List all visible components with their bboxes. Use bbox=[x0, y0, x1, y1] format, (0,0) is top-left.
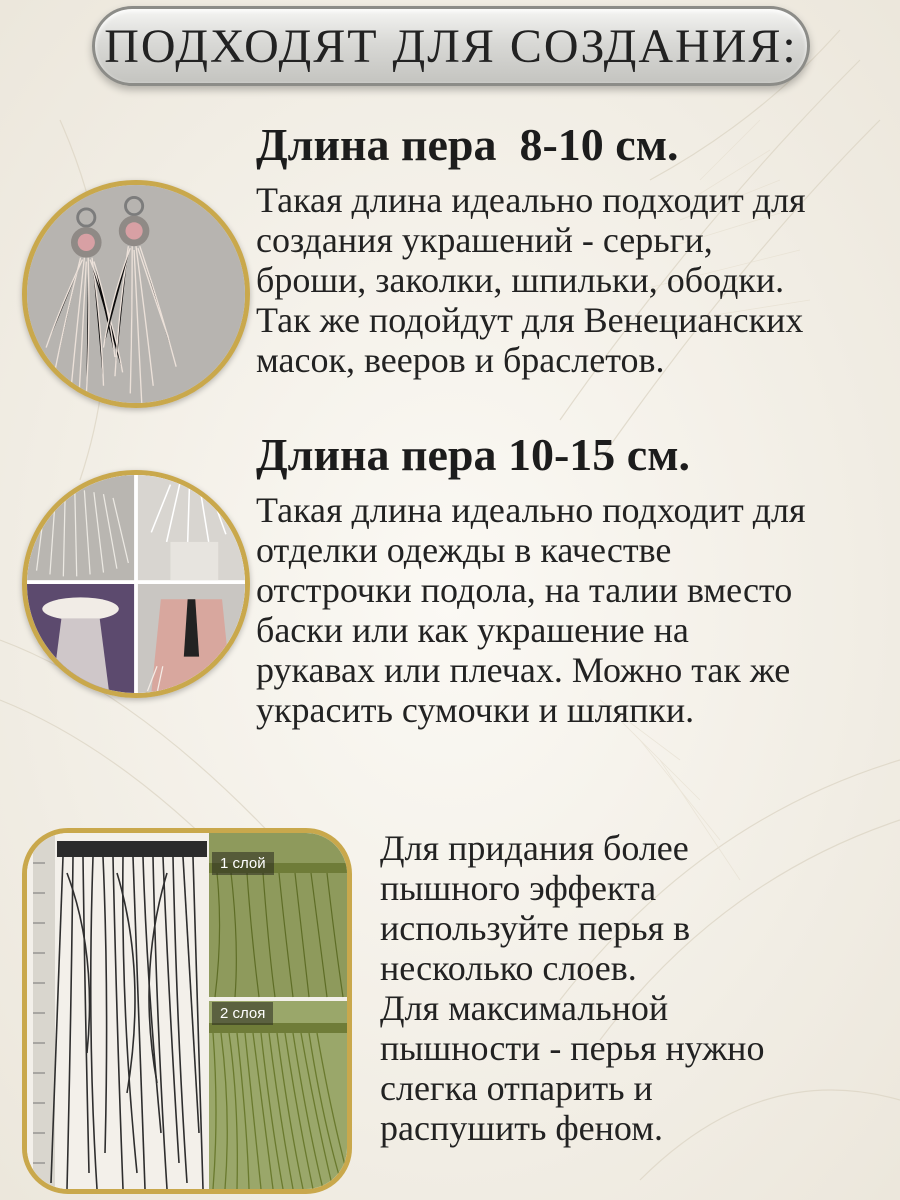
two-layers-label: 2 слоя bbox=[212, 1002, 273, 1025]
page-title: ПОДХОДЯТ ДЛЯ СОЗДАНИЯ: bbox=[104, 19, 798, 73]
bottom-text-line: несколько слоев. bbox=[380, 948, 637, 988]
section-2-text bbox=[256, 490, 806, 730]
section-1-heading: Длина пера 8-10 см. bbox=[256, 119, 679, 170]
one-layer-label: 1 слой bbox=[212, 852, 274, 875]
section-2-line: Такая длина идеально подходит для bbox=[256, 490, 806, 530]
feather-layers-photo bbox=[22, 828, 352, 1194]
section-1-line: масок, вееров и браслетов. bbox=[256, 340, 665, 380]
section-1-line: Такая длина идеально подходит для bbox=[256, 180, 806, 220]
section-2-line: отделки одежды в качестве bbox=[256, 530, 672, 570]
clothing-collage-photo bbox=[22, 470, 250, 698]
section-1-text bbox=[256, 180, 806, 380]
section-2-heading: Длина пера 10-15 см. bbox=[256, 429, 691, 480]
section-1-line: броши, заколки, шпильки, ободки. bbox=[256, 260, 785, 300]
title-banner bbox=[92, 6, 810, 86]
section-1-line: Так же подойдут для Венецианских bbox=[256, 300, 804, 340]
bottom-text-line: Для придания более bbox=[380, 828, 689, 868]
section-2-line: рукавах или плечах. Можно так же bbox=[256, 650, 791, 690]
bottom-text-line: пышного эффекта bbox=[380, 868, 657, 908]
bottom-text-line: пышности - перья нужно bbox=[380, 1028, 765, 1068]
earrings-photo bbox=[22, 180, 250, 408]
section-2-line: украсить сумочки и шляпки. bbox=[256, 690, 695, 730]
bottom-text-line: слегка отпарить и bbox=[380, 1068, 653, 1108]
section-2-line: баски или как украшение на bbox=[256, 610, 689, 650]
bottom-text-line: Для максимальной bbox=[380, 988, 669, 1028]
bottom-text bbox=[380, 828, 764, 1148]
bottom-text-line: используйте перья в bbox=[380, 908, 691, 948]
bottom-text-line: распушить феном. bbox=[380, 1108, 664, 1148]
section-1-line: создания украшений - серьги, bbox=[256, 220, 713, 260]
section-2-line: отстрочки подола, на талии вместо bbox=[256, 570, 793, 610]
